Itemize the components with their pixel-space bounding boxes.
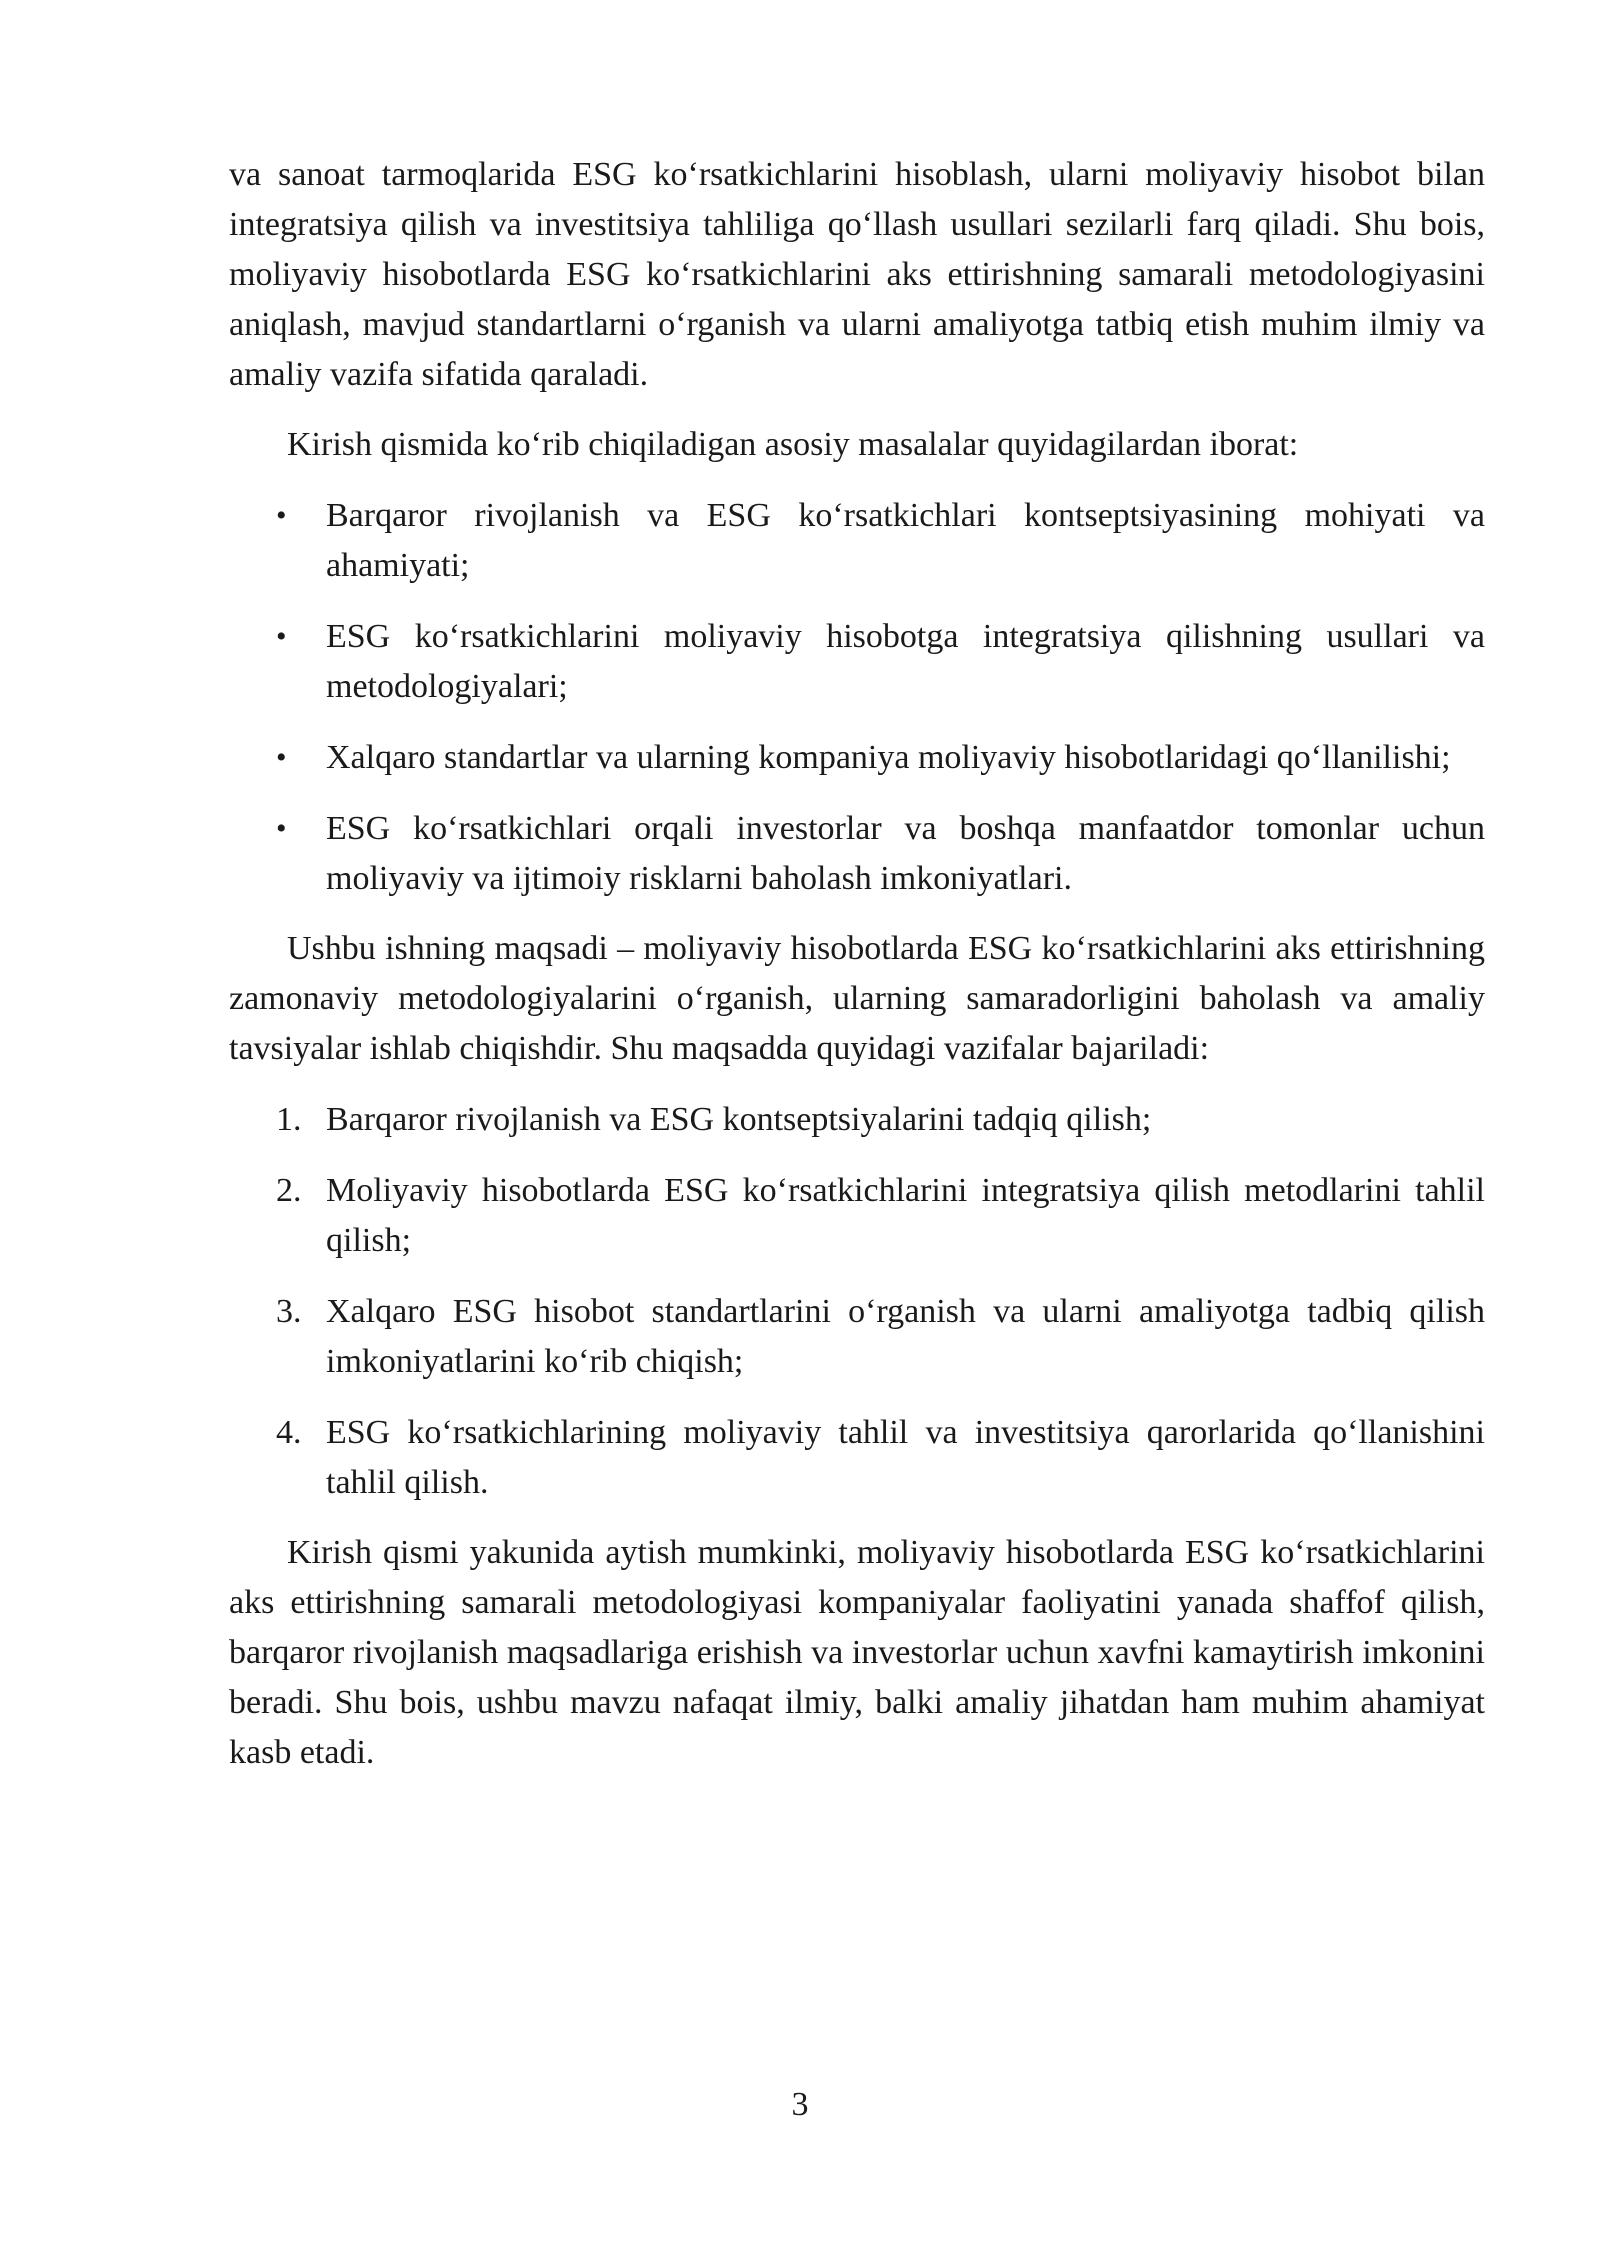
number-marker: 3. (276, 1293, 302, 1330)
paragraph-goal: Ushbu ishning maqsadi – moliyaviy hisobotlarda ESG ko‘rsatkichlarini aks ettirishning zamonaviy metodologiyalarini o‘rganish, ularning samaradorligini baholash va amaliy tavsiyalar ishlab chiqishdir. Shu maqsadda quyidagi vazifalar bajariladi: (229, 930, 1485, 1067)
list-item (229, 612, 1485, 712)
paragraph-issues-lead: Kirish qismida ko‘rib chiqiladigan asosiy masalalar quyidagilardan iborat: (287, 426, 1299, 463)
list-item (229, 733, 1485, 783)
list-item-text: ESG ko‘rsatkichlarining moliyaviy tahlil va investitsiya qarorlarida qo‘llanishini tahlil qilish. (326, 1414, 1485, 1501)
list-item (229, 1095, 1485, 1145)
list-item-text: Barqaror rivojlanish va ESG kontseptsiyalarini tadqiq qilish; (326, 1101, 1152, 1138)
paragraph-intro-continuation: va sanoat tarmoqlarida ESG ko‘rsatkichlarini hisoblash, ularni moliyaviy hisobot bilan integratsiya qilish va investitsiya tahliliga qo‘llash usullari sezilarli farq qiladi. Shu bois, moliyaviy hisobotlarda ESG ko‘rsatkichlarini aks ettirishning samarali metodologiyasini aniqlash, mavjud standartlarni o‘rganish va ularni amaliyotga tatbiq etish muhim ilmiy va amaliy vazifa sifatida qaraladi. (229, 156, 1485, 393)
page-body (229, 150, 1485, 1778)
list-item-text: Xalqaro ESG hisobot standartlarini o‘rganish va ularni amaliyotga tadbiq qilish imkoniyatlarini ko‘rib chiqish; (326, 1293, 1485, 1380)
bullet-marker: • (276, 499, 287, 532)
number-marker: 2. (276, 1172, 302, 1209)
list-item-text: Xalqaro standartlar va ularning kompaniya moliyaviy hisobotlaridagi qo‘llanilishi; (326, 739, 1451, 776)
bullet-marker: • (276, 741, 287, 774)
bullet-marker: • (276, 812, 287, 845)
list-item (229, 1287, 1485, 1387)
page-number: 3 (791, 2086, 809, 2123)
tasks-numbered-list (229, 1095, 1485, 1508)
list-item-text: Barqaror rivojlanish va ESG ko‘rsatkichlari kontseptsiyasining mohiyati va ahamiyati; (326, 497, 1485, 584)
list-item (229, 804, 1485, 904)
issues-bullet-list (229, 491, 1485, 904)
list-item-text: Moliyaviy hisobotlarda ESG ko‘rsatkichlarini integratsiya qilish metodlarini tahlil qilish; (326, 1172, 1485, 1259)
number-marker: 1. (276, 1101, 302, 1138)
paragraph-conclusion: Kirish qismi yakunida aytish mumkinki, moliyaviy hisobotlarda ESG ko‘rsatkichlarini aks ettirishning samarali metodologiyasi kompaniyalar faoliyatini yanada shaffof qilish, barqaror rivojlanish maqsadlariga erishish va investorlar uchun xavfni kamaytirish imkonini beradi. Shu bois, ushbu mavzu nafaqat ilmiy, balki amaliy jihatdan ham muhim ahamiyat kasb etadi. (229, 1534, 1485, 1771)
bullet-marker: • (276, 620, 287, 653)
number-marker: 4. (276, 1414, 302, 1451)
list-item (229, 1408, 1485, 1508)
list-item (229, 1166, 1485, 1266)
list-item (229, 491, 1485, 591)
list-item-text: ESG ko‘rsatkichlari orqali investorlar va boshqa manfaatdor tomonlar uchun moliyaviy va ijtimoiy risklarni baholash imkoniyatlari. (326, 810, 1485, 897)
list-item-text: ESG ko‘rsatkichlarini moliyaviy hisobotga integratsiya qilishning usullari va metodologiyalari; (326, 618, 1485, 705)
